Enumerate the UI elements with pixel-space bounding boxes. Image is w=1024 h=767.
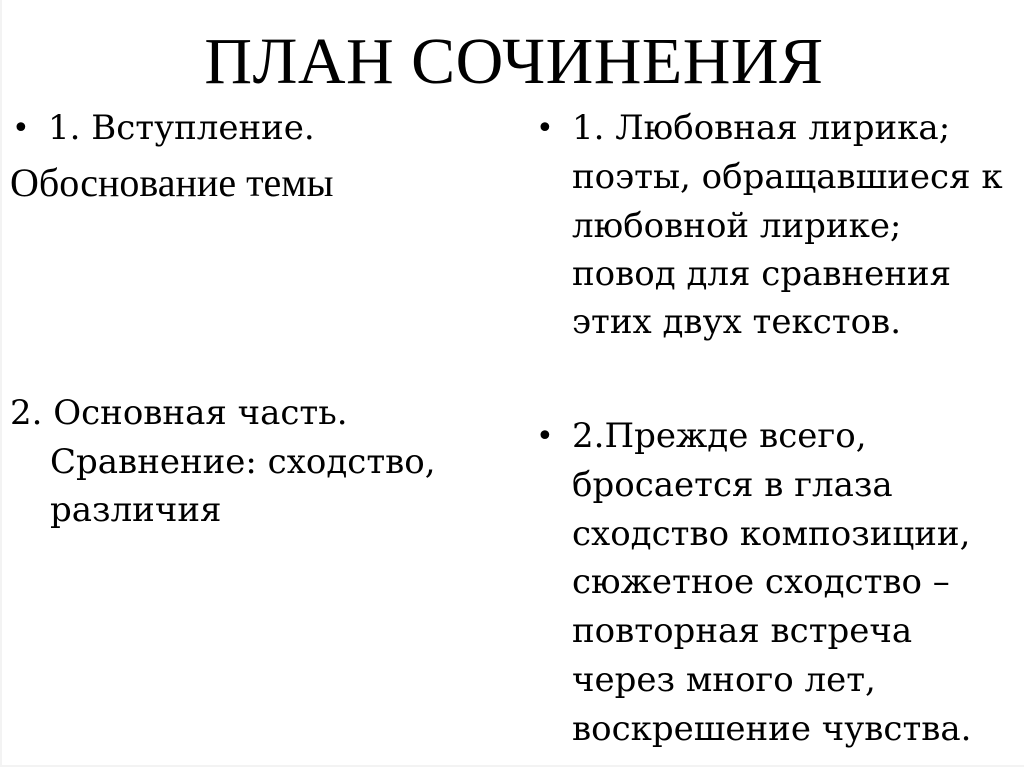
slide-title: ПЛАН СОЧИНЕНИЯ <box>204 25 824 98</box>
left-item-1-line-2: Обоснование темы <box>10 160 334 205</box>
right-item-1-line-3: любовной лирике; <box>572 206 902 246</box>
right-item-2-line-5: повторная встреча <box>572 611 913 651</box>
right-item-2-line-3: сходство композиции, <box>572 514 971 554</box>
right-item-2-line-6: через много лет, <box>572 660 876 700</box>
left-item-2-line-3: различия <box>50 490 222 530</box>
right-item-1-line-5: этих двух текстов. <box>572 302 902 342</box>
right-item-2-line-2: бросается в глаза <box>572 465 893 505</box>
left-item-2-line-2: Сравнение: сходство, <box>50 442 436 482</box>
bullet-icon: • <box>536 419 554 454</box>
right-item-2-line-7: воскрешение чувства. <box>572 709 972 749</box>
right-item-2-line-1: 2.Прежде всего, <box>572 416 867 456</box>
right-item-2-line-4: сюжетное сходство – <box>572 562 950 602</box>
right-item-1-line-4: повод для сравнения <box>572 254 952 294</box>
left-item-2-line-1: 2. Основная часть. <box>10 393 348 433</box>
right-item-1-line-1: 1. Любовная лирика; <box>572 108 951 148</box>
bullet-icon: • <box>536 111 554 146</box>
left-item-1-line-1: 1. Вступление. <box>48 108 315 148</box>
right-item-1-line-2: поэты, обращавшиеся к <box>572 157 1003 197</box>
bullet-icon: • <box>12 111 30 146</box>
